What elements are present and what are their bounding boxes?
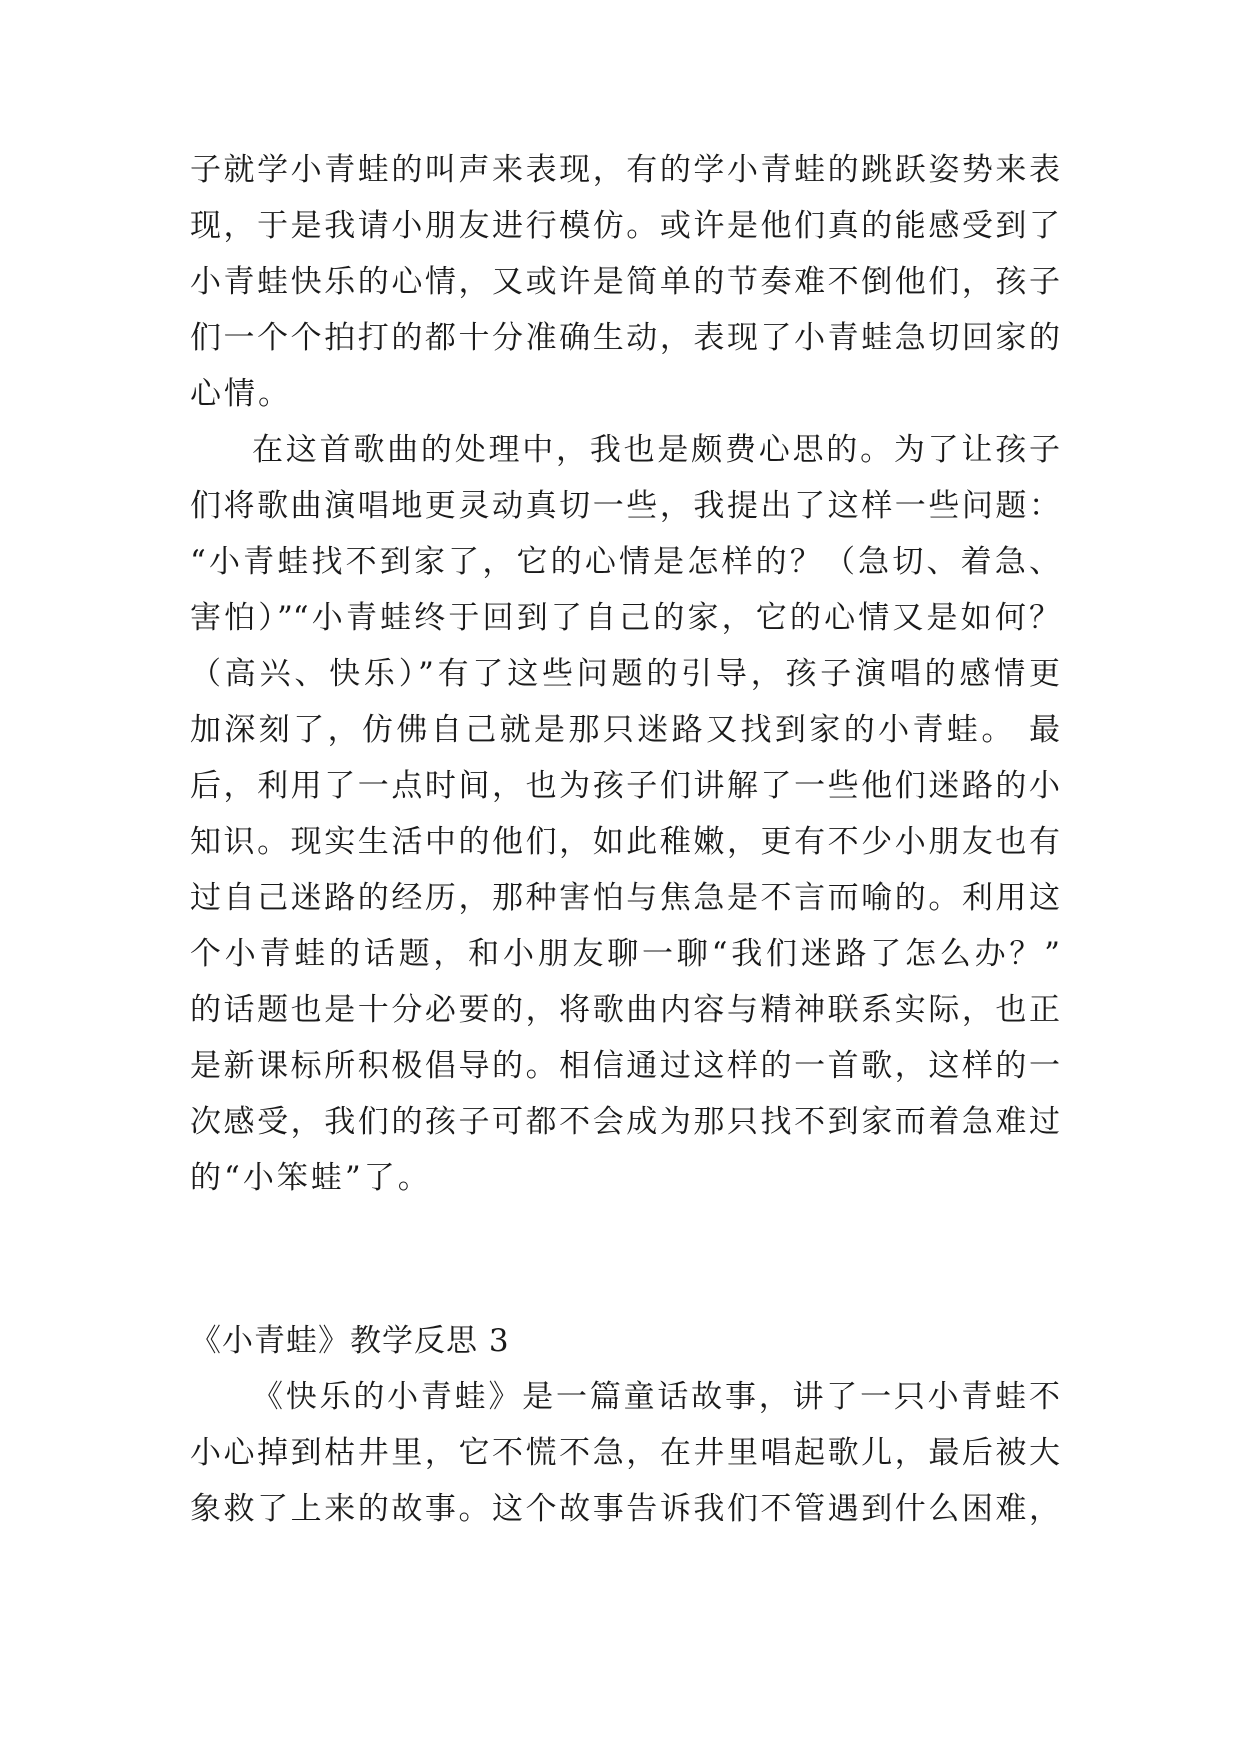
paragraph-line: 个小青蛙的话题，和小朋友聊一聊“我们迷路了怎么办？”: [190, 936, 1060, 972]
paragraph-line: 的“小笨蛙”了。: [190, 1160, 432, 1196]
paragraph-line: （高兴、快乐）”有了这些问题的引导，孩子演唱的感情更: [190, 656, 1060, 692]
paragraph-line: 小心掉到枯井里，它不慌不急，在井里唱起歌儿，最后被大: [190, 1435, 1060, 1471]
paragraph-line: 知识。现实生活中的他们，如此稚嫩，更有不少小朋友也有: [190, 824, 1060, 860]
paragraph-line: 次感受，我们的孩子可都不会成为那只找不到家而着急难过: [190, 1104, 1060, 1140]
paragraph-line: 后，利用了一点时间，也为孩子们讲解了一些他们迷路的小: [190, 768, 1060, 804]
paragraph-line: 害怕）”“小青蛙终于回到了自己的家，它的心情又是如何？: [190, 600, 1060, 636]
paragraph-line: 的话题也是十分必要的，将歌曲内容与精神联系实际，也正: [190, 992, 1060, 1028]
paragraph-line: 在这首歌曲的处理中，我也是颇费心思的。为了让孩子: [252, 432, 1060, 468]
paragraph-line: 们将歌曲演唱地更灵动真切一些，我提出了这样一些问题：: [190, 488, 1060, 524]
paragraph-line: “小青蛙找不到家了，它的心情是怎样的？（急切、着急、: [190, 544, 1060, 580]
paragraph-line: 小青蛙快乐的心情，又或许是简单的节奏难不倒他们，孩子: [190, 264, 1060, 300]
paragraph-line: 心情。: [190, 376, 292, 412]
paragraph-line: 现，于是我请小朋友进行模仿。或许是他们真的能感受到了: [190, 208, 1060, 244]
paragraph-line: 《快乐的小青蛙》是一篇童话故事，讲了一只小青蛙不: [252, 1379, 1060, 1415]
paragraph-line: 是新课标所积极倡导的。相信通过这样的一首歌，这样的一: [190, 1048, 1060, 1084]
paragraph-line: 子就学小青蛙的叫声来表现，有的学小青蛙的跳跃姿势来表: [190, 152, 1060, 188]
section-heading: 《小青蛙》教学反思 3: [190, 1323, 510, 1359]
paragraph-line: 象救了上来的故事。这个故事告诉我们不管遇到什么困难，: [190, 1491, 1060, 1527]
paragraph-line: 们一个个拍打的都十分准确生动，表现了小青蛙急切回家的: [190, 320, 1060, 356]
paragraph-line: 过自己迷路的经历，那种害怕与焦急是不言而喻的。利用这: [190, 880, 1060, 916]
paragraph-line: 加深刻了，仿佛自己就是那只迷路又找到家的小青蛙。 最: [190, 712, 1060, 748]
